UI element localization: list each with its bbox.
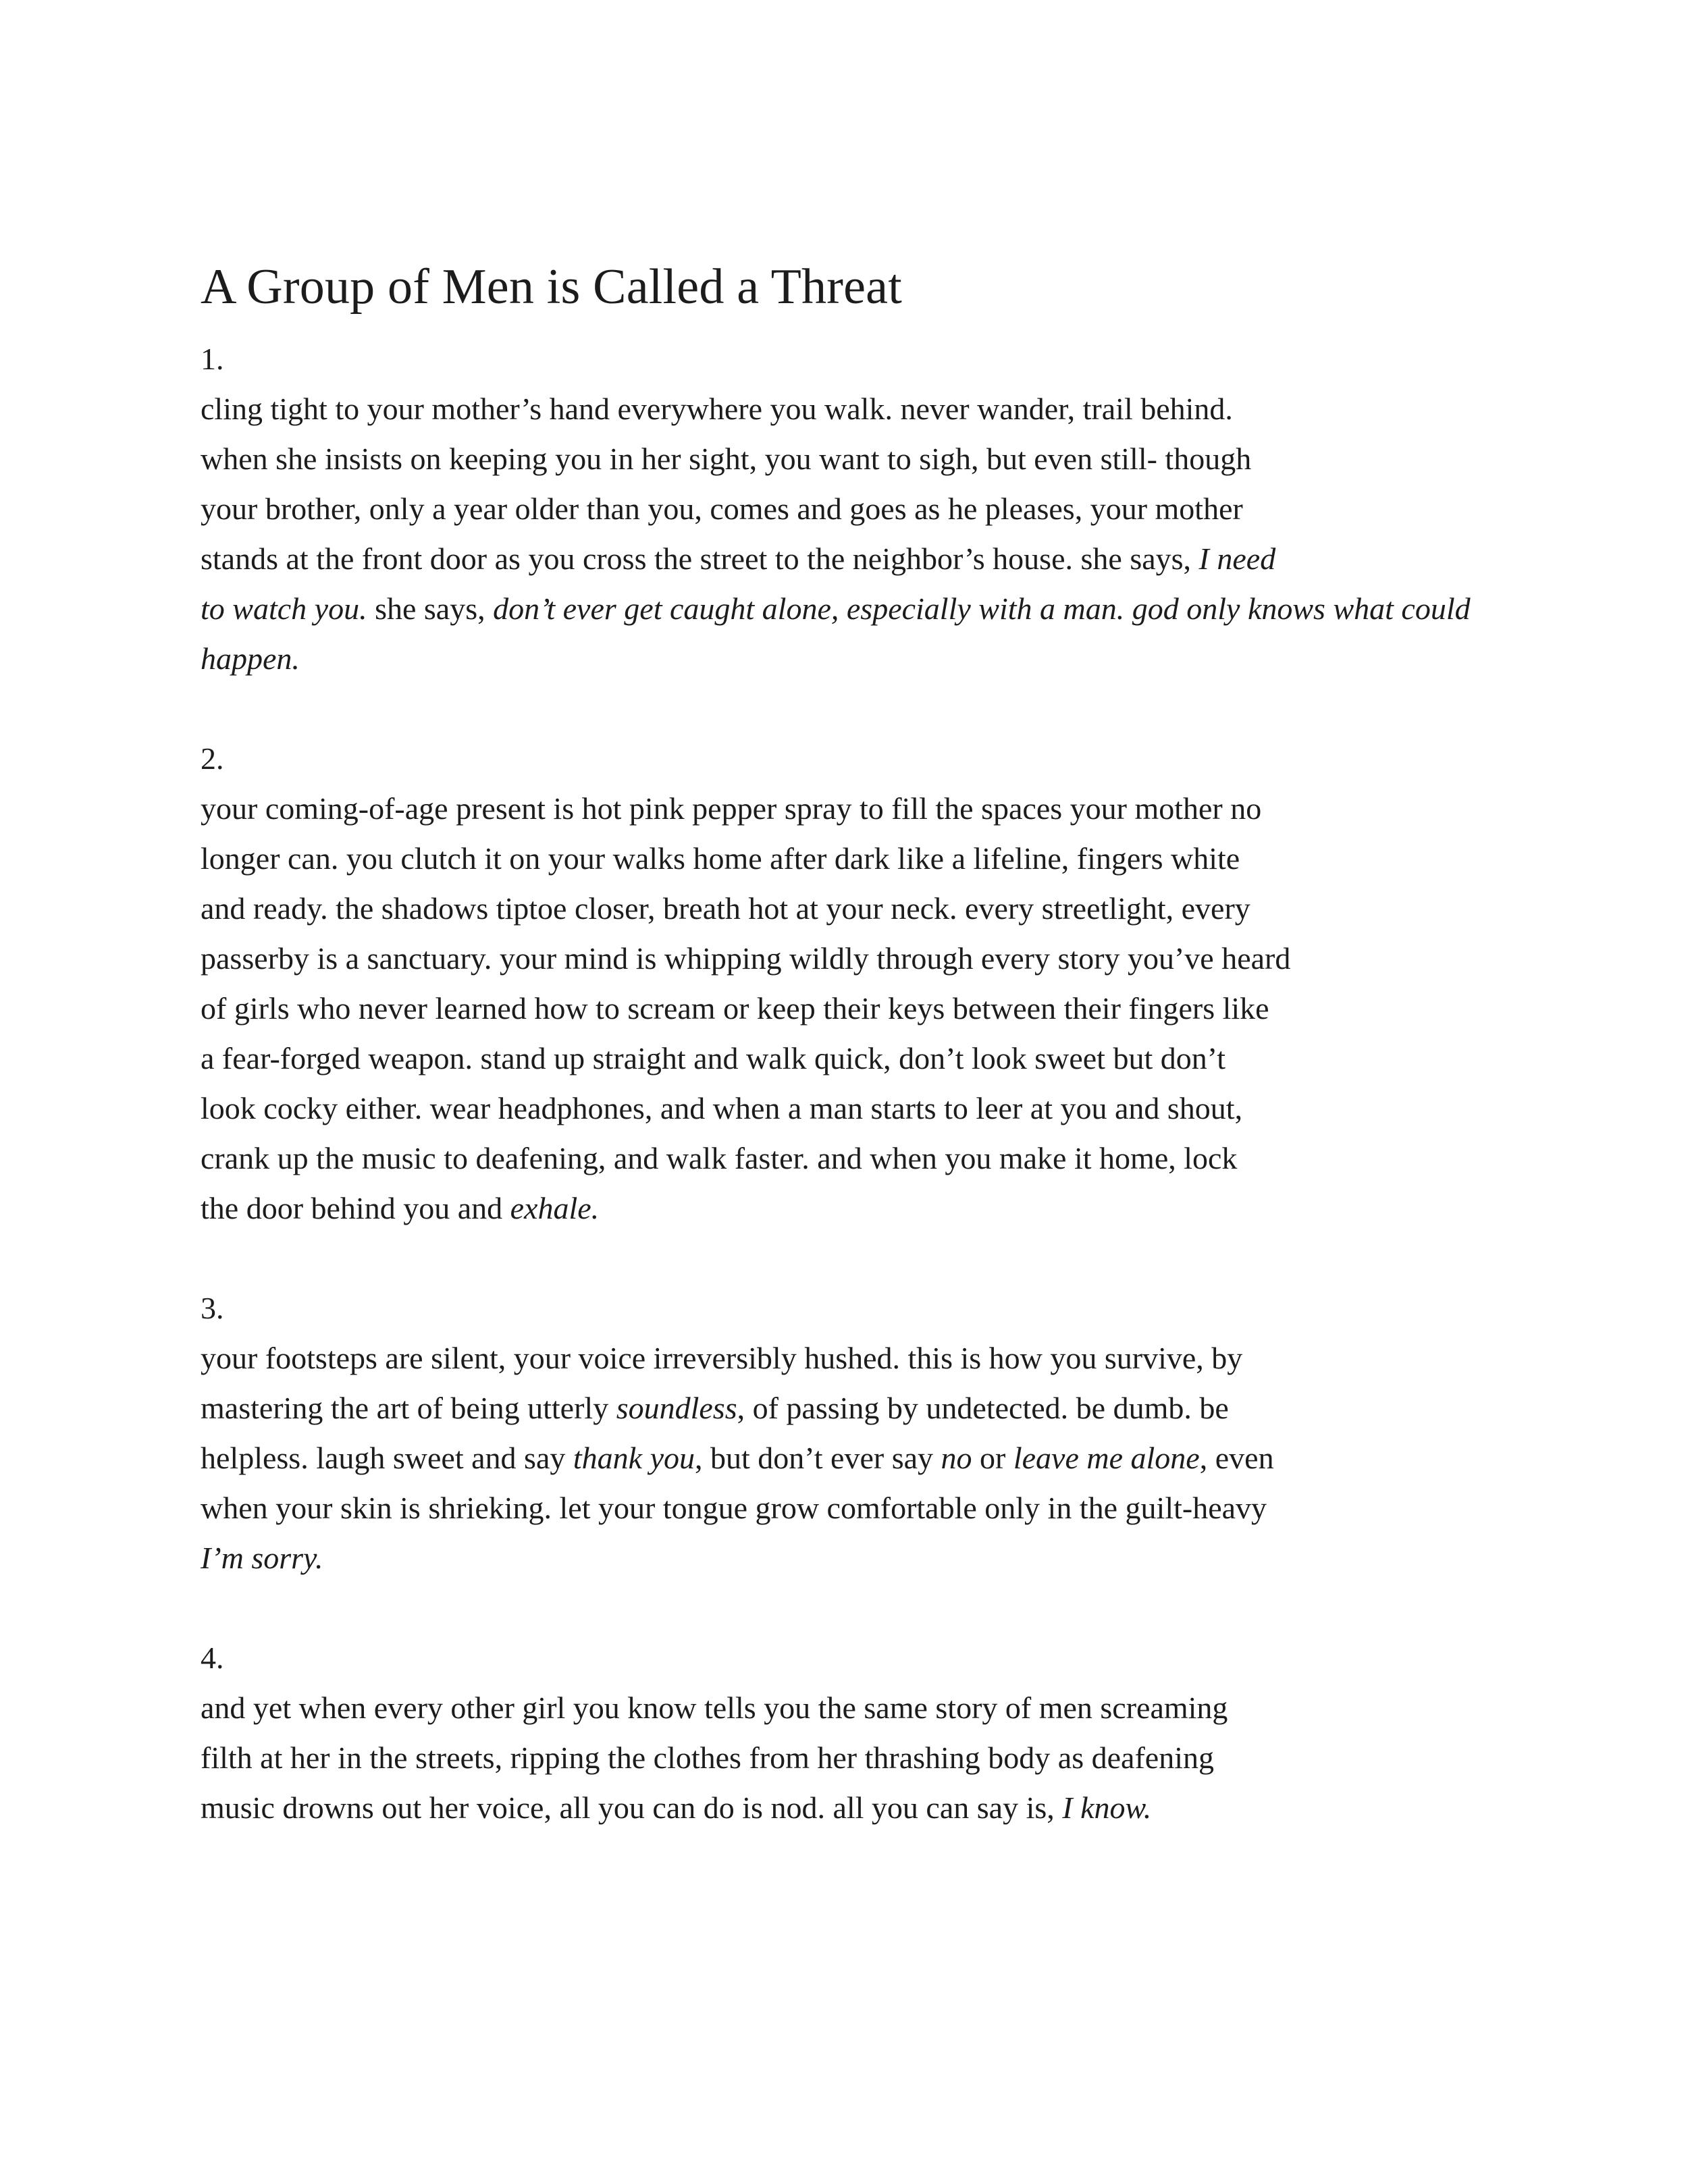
text-run: the door behind you and xyxy=(201,1191,510,1225)
text-line xyxy=(201,1333,1517,1383)
text-run: longer can. you clutch it on your walks home after dark like a lifeline, fingers white xyxy=(201,841,1240,876)
section-text xyxy=(201,384,1517,684)
text-run: , even xyxy=(1199,1441,1274,1475)
text-run: stands at the front door as you cross the street to the neighbor’s house. she says, xyxy=(201,541,1199,576)
section-number: 1. xyxy=(201,342,224,376)
text-line xyxy=(201,1183,1517,1233)
italic-text: I know. xyxy=(1062,1790,1152,1825)
text-run: of girls who never learned how to scream or keep their keys between their fingers like xyxy=(201,991,1269,1026)
text-line xyxy=(201,1134,1517,1183)
section-number: 3. xyxy=(201,1291,224,1325)
text-run: cling tight to your mother’s hand everywhere you walk. never wander, trail behind. xyxy=(201,392,1233,426)
text-run: passerby is a sanctuary. your mind is whipping wildly through every story you’ve heard xyxy=(201,941,1291,976)
text-line xyxy=(201,484,1517,534)
text-line xyxy=(201,1683,1517,1733)
text-run: your coming-of-age present is hot pink pepper spray to fill the spaces your mother no xyxy=(201,791,1262,826)
text-run: and yet when every other girl you know tells you the same story of men screaming xyxy=(201,1690,1228,1725)
text-line xyxy=(201,384,1517,434)
text-run: and ready. the shadows tiptoe closer, breath hot at your neck. every streetlight, every xyxy=(201,891,1250,926)
text-line xyxy=(201,1383,1517,1433)
text-line xyxy=(201,1733,1517,1783)
text-line xyxy=(201,984,1517,1034)
italic-text: I need xyxy=(1198,541,1276,576)
poem-section xyxy=(201,1633,1517,1833)
text-run: or xyxy=(972,1441,1013,1475)
text-run: helpless. laugh sweet and say xyxy=(201,1441,573,1475)
poem-sections xyxy=(201,334,1517,1833)
text-run: your brother, only a year older than you, comes and goes as he pleases, your mother xyxy=(201,491,1243,526)
text-run: when she insists on keeping you in her sight, you want to sigh, but even still- though xyxy=(201,442,1252,476)
text-run: when your skin is shrieking. let your tongue grow comfortable only in the guilt-heavy xyxy=(201,1491,1267,1525)
text-run: crank up the music to deafening, and walk faster. and when you make it home, lock xyxy=(201,1141,1238,1175)
text-line xyxy=(201,884,1517,934)
section-number: 2. xyxy=(201,741,224,776)
text-line xyxy=(201,584,1517,634)
text-line xyxy=(201,534,1517,584)
italic-text: leave me alone xyxy=(1013,1441,1200,1475)
text-line xyxy=(201,1533,1517,1583)
text-run: your footsteps are silent, your voice irreversibly hushed. this is how you survive, by xyxy=(201,1341,1243,1375)
poem-section xyxy=(201,1283,1517,1583)
text-run: , but don’t ever say xyxy=(695,1441,941,1475)
text-run: mastering the art of being utterly xyxy=(201,1391,616,1425)
text-line xyxy=(201,934,1517,984)
text-run: look cocky either. wear headphones, and when a man starts to leer at you and shout, xyxy=(201,1091,1243,1125)
italic-text: thank you xyxy=(573,1441,695,1475)
text-run: filth at her in the streets, ripping the clothes from her thrashing body as deafening xyxy=(201,1740,1214,1775)
text-line xyxy=(201,634,1517,684)
text-run: , of passing by undetected. be dumb. be xyxy=(737,1391,1229,1425)
section-text xyxy=(201,1683,1517,1833)
italic-text: to watch you. xyxy=(201,591,367,626)
text-run: a fear-forged weapon. stand up straight and walk quick, don’t look sweet but don’t xyxy=(201,1041,1225,1075)
italic-text: no xyxy=(941,1441,972,1475)
italic-text: happen. xyxy=(201,641,300,676)
text-run: she says, xyxy=(367,591,494,626)
document-page xyxy=(201,253,1517,1883)
poem-section xyxy=(201,734,1517,1233)
italic-text: exhale. xyxy=(510,1191,600,1225)
document-title: A Group of Men is Called a Threat xyxy=(201,259,902,315)
text-line xyxy=(201,1084,1517,1134)
poem-section xyxy=(201,334,1517,684)
text-run: music drowns out her voice, all you can do is nod. all you can say is, xyxy=(201,1790,1063,1825)
text-line xyxy=(201,834,1517,884)
section-text xyxy=(201,784,1517,1233)
italic-text: soundless xyxy=(616,1391,737,1425)
section-number: 4. xyxy=(201,1641,224,1675)
text-line xyxy=(201,1034,1517,1084)
text-line xyxy=(201,434,1517,484)
text-line xyxy=(201,784,1517,834)
text-line xyxy=(201,1783,1517,1833)
section-text xyxy=(201,1333,1517,1583)
text-line xyxy=(201,1483,1517,1533)
italic-text: I’m sorry. xyxy=(201,1541,323,1575)
text-line xyxy=(201,1433,1517,1483)
italic-text: don’t ever get caught alone, especially with a man. god only knows what could xyxy=(493,591,1471,626)
